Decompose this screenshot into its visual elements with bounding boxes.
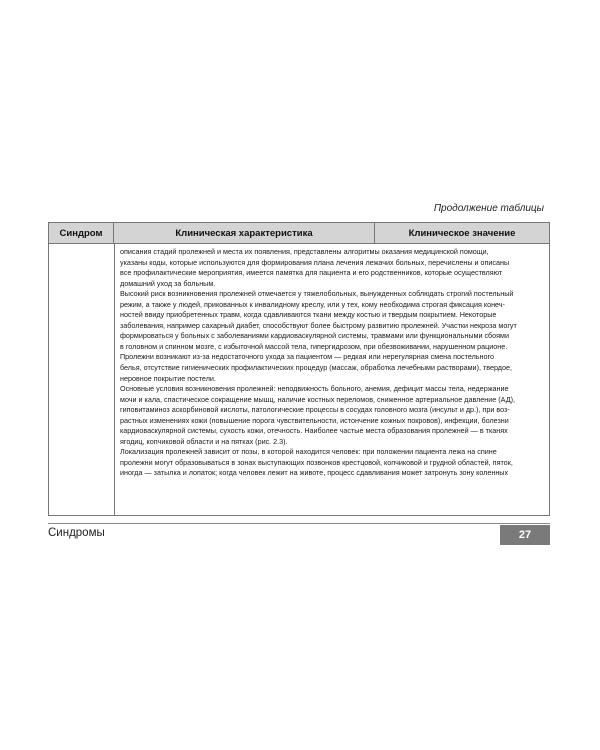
description-line: неровное покрытие постели. bbox=[120, 373, 216, 383]
description-line: формироваться у больных с заболеваниями кардиоваскулярной системы, травмами или функциональными сбоями bbox=[120, 331, 510, 341]
description-line: Пролежни возникают из-за недостаточного ухода за пациентом — редкая или нерегулярная смена постельного bbox=[120, 352, 494, 362]
continuation-label: Продолжение таблицы bbox=[433, 203, 544, 214]
page-number-badge: 27 bbox=[500, 525, 550, 545]
description-line: все профилактические мероприятия, имеется памятка для пациента и его родственников, которые осуществляют bbox=[120, 268, 503, 278]
header-clinical-significance: Клиническое значение bbox=[408, 227, 516, 239]
description-line: Высокий риск возникновения пролежней отмечается у тяжелобольных, вынужденных соблюдать строгий постельный bbox=[120, 289, 514, 299]
description-line: пролежни могут образовываться в зонах выступающих позвонков крестцовой, копчиковой и грудной областей, пяток, bbox=[120, 457, 513, 467]
syndrome-table bbox=[48, 222, 550, 516]
description-line: Локализация пролежней зависит от позы, в которой находится человек: при положении пациента лежа на спине bbox=[120, 447, 497, 457]
header-clinical-characteristics: Клиническая характеристика bbox=[114, 223, 375, 243]
description-line: белья, отсутствие гигиенических профилактических процедур (массаж, обработка лечебными растворами), твердое, bbox=[120, 363, 512, 373]
table-row bbox=[49, 244, 549, 516]
description-line: указаны коды, которые используются для формирования плана лечения лежачих больных, перечислены и описаны bbox=[120, 257, 510, 267]
description-line: режим, а также у людей, прикованных к инвалидному креслу, или у тех, кому необходима строгая фиксация конеч- bbox=[120, 299, 505, 309]
syndrome-cell bbox=[49, 244, 115, 516]
description-line: в головном и спинном мозге, с избыточной массой тела, гипергидрозом, при обезвоживании, нарушенном рационе. bbox=[120, 341, 508, 351]
header-syndrome: Синдром bbox=[49, 223, 114, 243]
clinical-description-cell bbox=[115, 244, 549, 516]
description-line: домашний уход за больным. bbox=[120, 278, 216, 288]
footer-divider bbox=[48, 523, 550, 524]
description-line: гиповитаминоз аскорбиновой кислоты, патологические процессы в сосудах головного мозга (инсульт и др.), при воз- bbox=[120, 405, 510, 415]
description-line: ягодиц, копчиковой области и на пятках (рис. 2.3). bbox=[120, 436, 288, 446]
description-line: иногда — затылка и лопаток; когда человек лежит на животе, процесс сдавливания может затронуть зону коленных bbox=[120, 468, 509, 478]
description-line: заболевания, например сахарный диабет, способствуют более быстрому развитию пролежней. Участки некроза могут bbox=[120, 320, 517, 330]
description-line: ностей ввиду приобретенных травм, когда сдавливаются ткани между костью и твердым покрытием. Некоторые bbox=[120, 310, 497, 320]
footer-section-title: Синдромы bbox=[48, 527, 105, 539]
description-line: кардиоваскулярной системы, сухость кожи, отечность. Наиболее частые места образования пролежней — в тканях bbox=[120, 426, 508, 436]
description-line: Основные условия возникновения пролежней: неподвижность больного, анемия, дефицит массы тела, недержание bbox=[120, 384, 509, 394]
description-line: мочи и кала, спастическое сокращение мышц, наличие костных переломов, сниженное артериальное давление (АД), bbox=[120, 394, 515, 404]
table-header bbox=[49, 223, 549, 244]
description-line: описания стадий пролежней и места их появления, представлены алгоритмы оказания медицинской помощи, bbox=[120, 247, 489, 256]
description-line: растных изменениях кожи (повышение порога чувствительности, истончение кожных покровов), инфекции, болезни bbox=[120, 415, 509, 425]
